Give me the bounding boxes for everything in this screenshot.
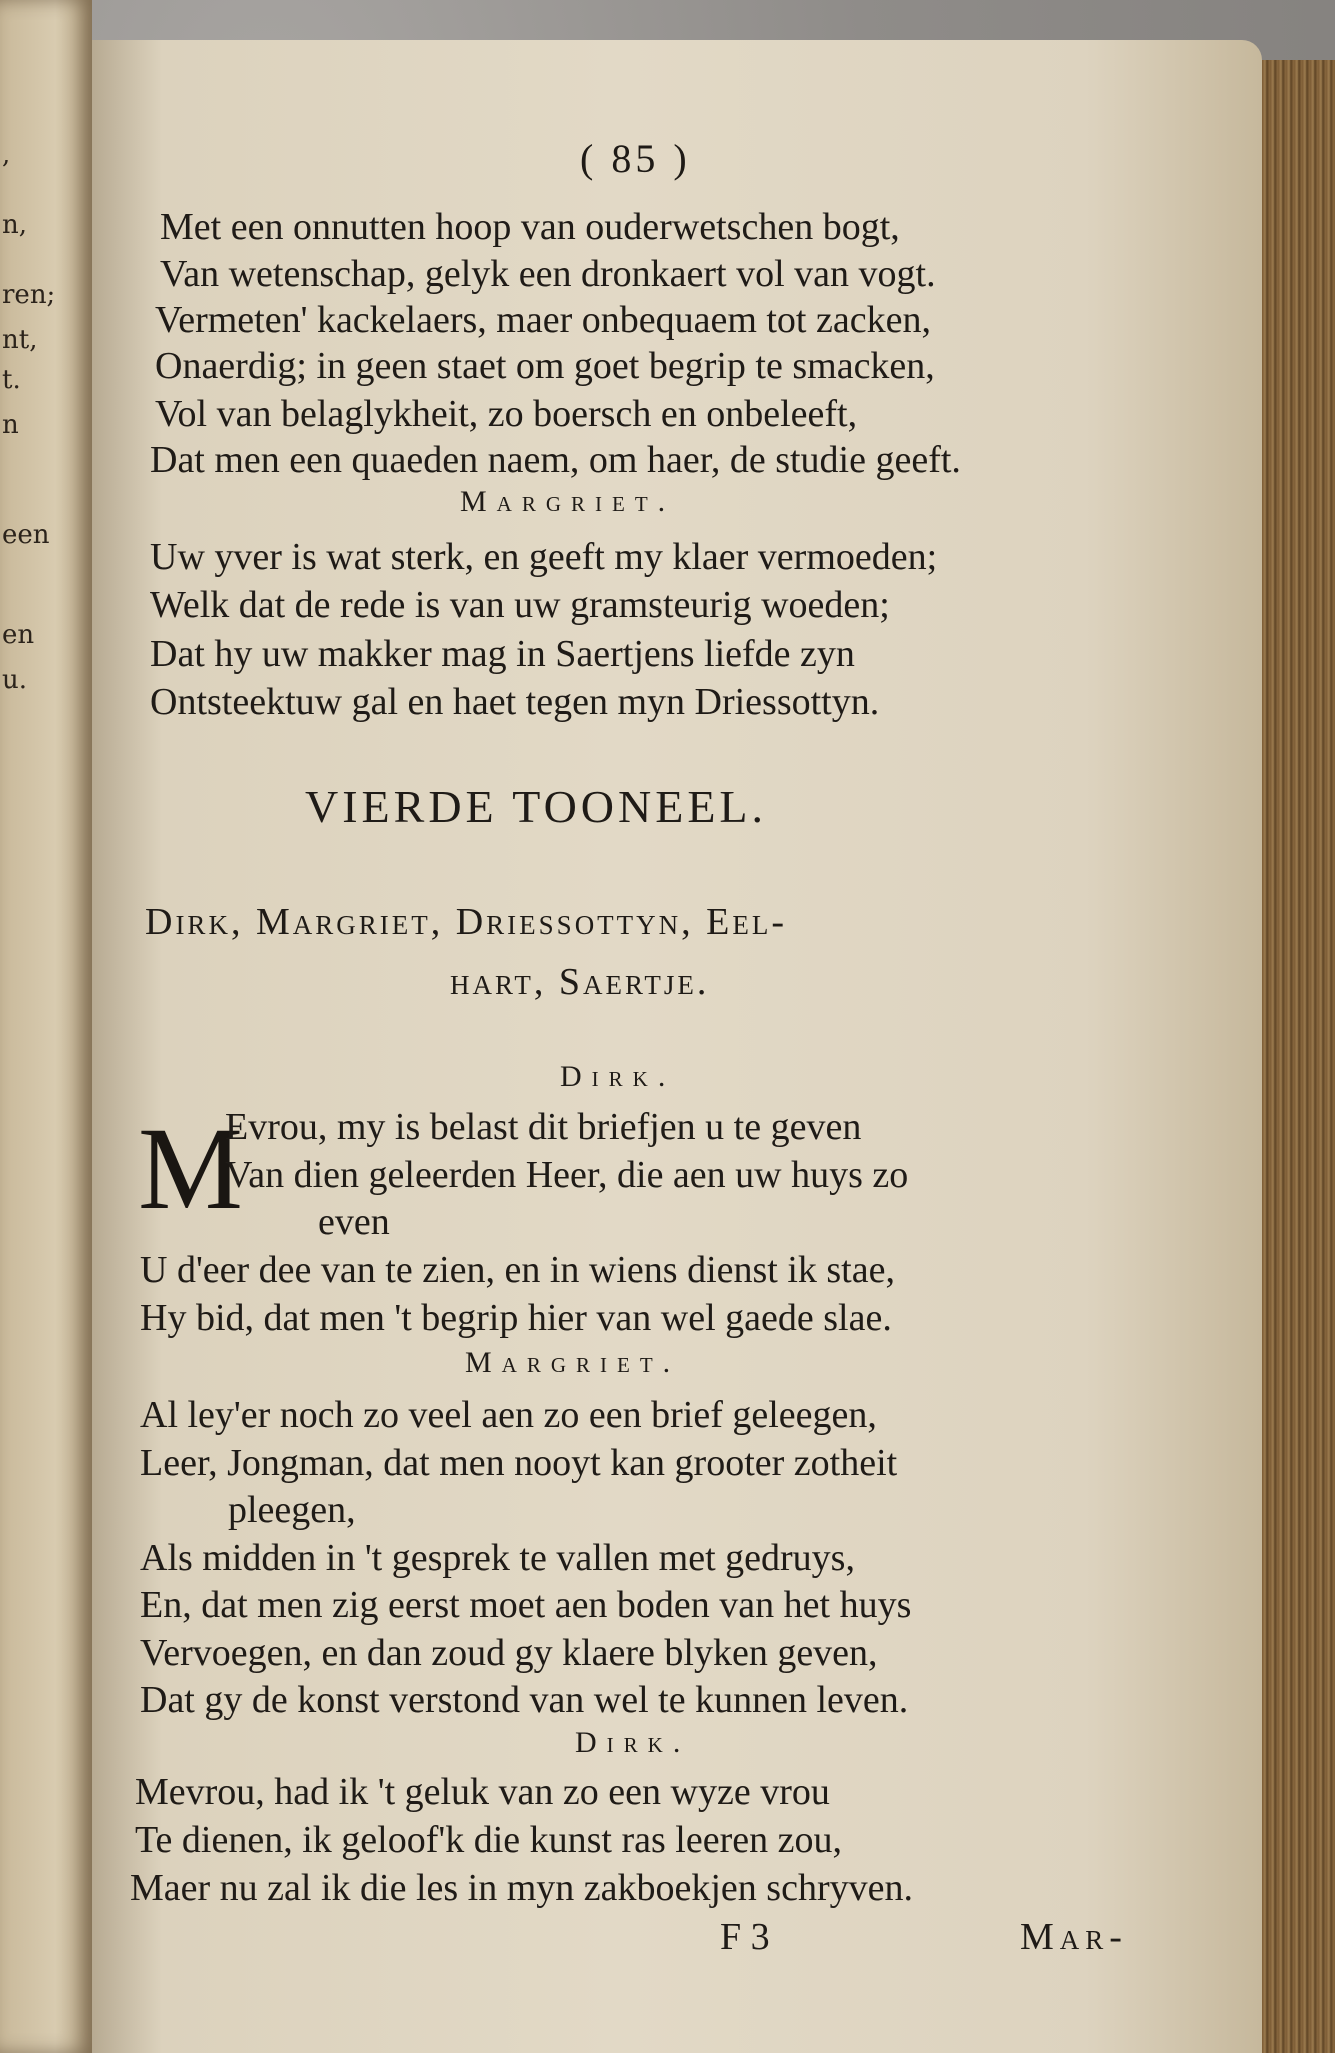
- verse-line: Met een onnutten hoop van ouderwetschen bogt,: [160, 206, 900, 248]
- verse-line: Mevrou, had ik 't geluk van zo een wyze vrou: [135, 1771, 830, 1813]
- cast-list-continued: hart, Saertje.: [450, 961, 710, 1003]
- verse-line: Als midden in 't gesprek te vallen met gedruys,: [140, 1537, 855, 1579]
- speaker-name: Dirk.: [575, 1726, 691, 1759]
- verse-line: Vermeten' kackelaers, maer onbequaem tot zacken,: [155, 299, 931, 341]
- left-page-fragment: een: [2, 520, 50, 550]
- verse-line: Dat men een quaeden naem, om haer, de studie geeft.: [150, 439, 961, 481]
- verse-line: Al ley'er noch zo veel aen zo een brief geleegen,: [140, 1394, 877, 1436]
- verse-line: Hy bid, dat men 't begrip hier van wel gaede slae.: [140, 1297, 892, 1339]
- verse-line: Leer, Jongman, dat men nooyt kan grooter zotheit: [140, 1442, 898, 1484]
- verse-line: Vol van belaglykheit, zo boersch en onbeleeft,: [155, 393, 858, 435]
- verse-line: Welk dat de rede is van uw gramsteurig woeden;: [150, 584, 890, 626]
- verse-line: Onaerdig; in geen staet om goet begrip te smacken,: [155, 345, 935, 387]
- speaker-name: Margriet.: [460, 485, 676, 518]
- verse-line: Uw yver is wat sterk, en geeft my klaer vermoeden;: [150, 536, 938, 578]
- verse-line: Van dien geleerden Heer, die aen uw huys zo: [225, 1154, 909, 1196]
- verse-line-continuation: pleegen,: [228, 1489, 356, 1531]
- speaker-name: Margriet.: [465, 1346, 681, 1379]
- verse-line: En, dat men zig eerst moet aen boden van het huys: [140, 1584, 912, 1626]
- signature-mark: F 3: [720, 1916, 770, 1958]
- verse-line: U d'eer dee van te zien, en in wiens dienst ik stae,: [140, 1249, 895, 1291]
- verse-line: Ontsteektuw gal en haet tegen myn Driessottyn.: [150, 681, 880, 723]
- left-page-fragment: ,: [2, 140, 11, 170]
- left-page-fragment: t.: [2, 365, 21, 395]
- drop-cap: M: [138, 1103, 243, 1234]
- verse-line: Dat hy uw makker mag in Saertjens liefde zyn: [150, 633, 855, 675]
- left-page-fragment: u.: [2, 665, 28, 695]
- left-page-fragment: nt,: [2, 325, 38, 355]
- speaker-name: Dirk.: [560, 1060, 676, 1093]
- verse-line-continuation: even: [318, 1201, 390, 1243]
- left-page-fragment: en: [2, 620, 35, 650]
- verse-line: Dat gy de konst verstond van wel te kunnen leven.: [140, 1679, 909, 1721]
- page-number: ( 85 ): [580, 136, 691, 181]
- left-page-fragment: n,: [2, 210, 28, 240]
- verse-line: Vervoegen, en dan zoud gy klaere blyken geven,: [140, 1632, 878, 1674]
- scene-title: VIERDE TOONEEL.: [305, 781, 768, 832]
- cast-list: Dirk, Margriet, Driessottyn, Eel-: [145, 901, 788, 943]
- left-page-edge: [0, 0, 92, 2053]
- catchword: Mar-: [1020, 1916, 1128, 1958]
- verse-line: Te dienen, ik geloof'k die kunst ras leeren zou,: [135, 1819, 842, 1861]
- left-page-fragment: ren;: [2, 280, 56, 310]
- verse-line: Evrou, my is belast dit briefjen u te geven: [225, 1106, 862, 1148]
- verse-line: Maer nu zal ik die les in myn zakboekjen schryven.: [130, 1867, 913, 1909]
- page-edges: [1262, 60, 1335, 2053]
- verse-line: Van wetenschap, gelyk een dronkaert vol van vogt.: [160, 253, 936, 295]
- left-page-fragment: n: [2, 410, 19, 440]
